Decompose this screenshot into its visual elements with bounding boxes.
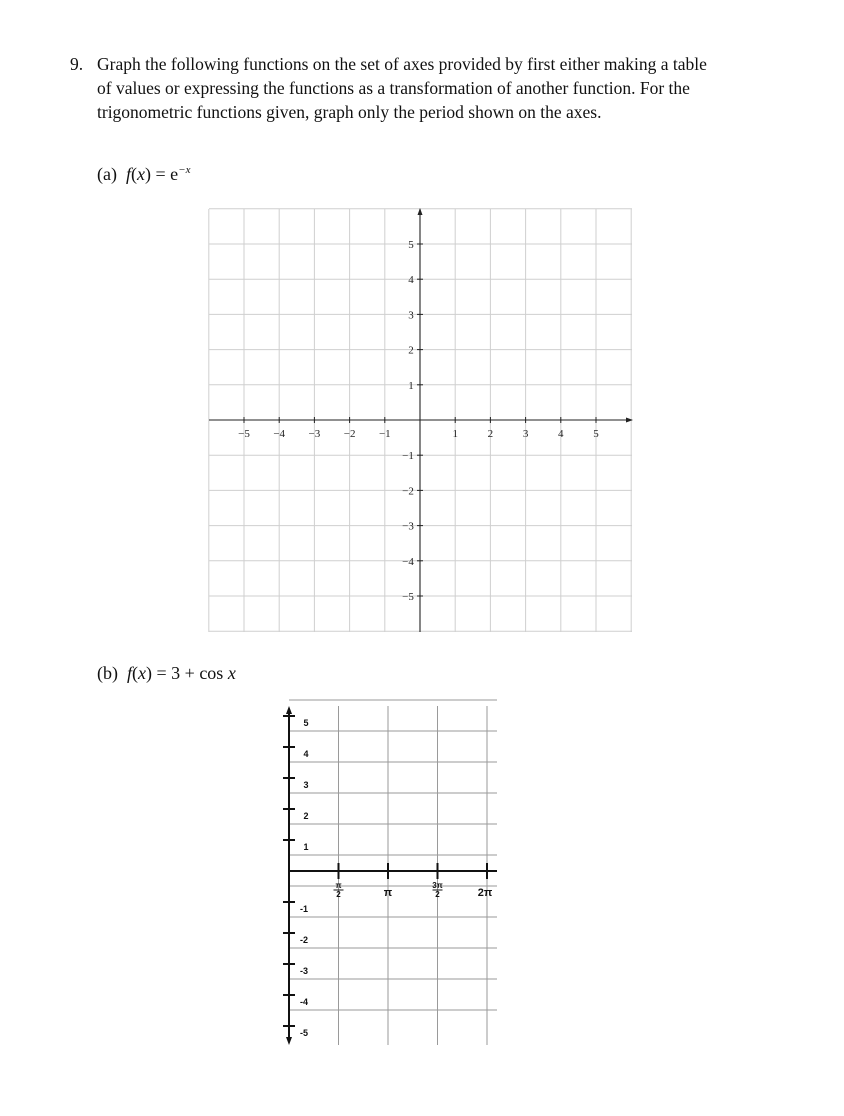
part-a-equals-e: = e xyxy=(151,164,179,184)
graph-b-y-tick-label: -3 xyxy=(299,966,309,976)
part-a-label: (a) $f(x) = e^{-x}$ xyxy=(97,164,191,184)
graph-a-y-tick-label: −3 xyxy=(402,520,414,533)
graph-a-y-tick-label: 2 xyxy=(408,344,414,357)
graph-b-y-tick-label: 5 xyxy=(303,718,309,728)
graph-a-x-tick-label: 1 xyxy=(452,428,458,440)
graph-a-y-tick-label: −5 xyxy=(402,591,414,603)
graph-b-y-tick-label: -2 xyxy=(299,935,309,945)
graph-b-axes xyxy=(286,706,497,1045)
graph-a-x-tick-label: 3 xyxy=(522,428,529,440)
graph-b-grid xyxy=(289,700,497,1045)
graph-b-y-tick-label: -5 xyxy=(299,1028,309,1038)
problem-number: 9. xyxy=(70,54,84,74)
graph-b-y-arrow-top xyxy=(286,706,292,714)
graph-b-label-pi-over-2-numerator: π xyxy=(335,881,342,890)
graph-b-y-tick-label: 3 xyxy=(303,780,309,790)
graph-b-label-3pi-over-2-numerator: 3π xyxy=(432,881,443,890)
graph-b-label-3pi-over-2-denominator: 2 xyxy=(435,890,440,899)
graph-a-x-tick-label: 2 xyxy=(487,428,494,440)
graph-b-y-tick-label: -4 xyxy=(299,997,309,1007)
graph-a-x-tick-label: −4 xyxy=(273,428,286,440)
graph-a-y-tick-label: 1 xyxy=(408,379,414,392)
graph-a-x-tick-label: 4 xyxy=(558,428,564,440)
graph-b-label-pi: π xyxy=(383,887,393,899)
graph-a-y-tick-label: −4 xyxy=(402,555,414,568)
graph-b-y-tick-label: -1 xyxy=(299,904,309,914)
graph-a-x-tick-label: 5 xyxy=(593,428,599,440)
graph-b-label-2pi: 2π xyxy=(477,887,493,899)
graph-b-y-arrow-bottom xyxy=(286,1037,292,1045)
graph-a-y-tick-label: 3 xyxy=(408,309,414,322)
part-a-f: f xyxy=(125,164,131,184)
graph-a-y-tick-label: 5 xyxy=(408,239,414,251)
part-b-label: (b) f(x) = 3 + cos x xyxy=(97,663,236,683)
problem-text: Graph the following functions on the set of axes provided by first either making a table of values or expressing the functions as a transformation of another function. For the trigonometric functions given, graph only the period shown on the axes. xyxy=(97,54,707,122)
graph-a-x-tick-label: −2 xyxy=(343,428,356,440)
graph-a-y-tick-label: −1 xyxy=(402,450,414,463)
part-b-letter: (b) xyxy=(97,663,118,683)
part-a-exponent: −x xyxy=(178,164,191,176)
graph-b-y-tick-label: 1 xyxy=(303,842,309,852)
graph-a-x-tick-label: −3 xyxy=(308,428,321,440)
part-a-x: x xyxy=(137,164,145,184)
graph-b-label-pi-over-2-denominator: 2 xyxy=(336,890,341,899)
graph-b-y-tick-label: 2 xyxy=(303,811,309,821)
part-b-f: f xyxy=(127,663,133,683)
graph-a-x-tick-label: −1 xyxy=(378,428,391,440)
part-a-letter: (a) xyxy=(97,164,117,184)
part-b-x: x xyxy=(138,663,147,683)
graph-b-y-tick-label: 4 xyxy=(303,749,309,759)
graph-a-y-tick-label: 4 xyxy=(408,274,414,287)
graph-a-x-tick-label: −5 xyxy=(238,428,250,440)
part-b-x2: x xyxy=(227,663,236,683)
graph-a-y-tick-label: −2 xyxy=(402,485,414,498)
part-b-equals-cos: = 3 + cos xyxy=(152,663,228,683)
